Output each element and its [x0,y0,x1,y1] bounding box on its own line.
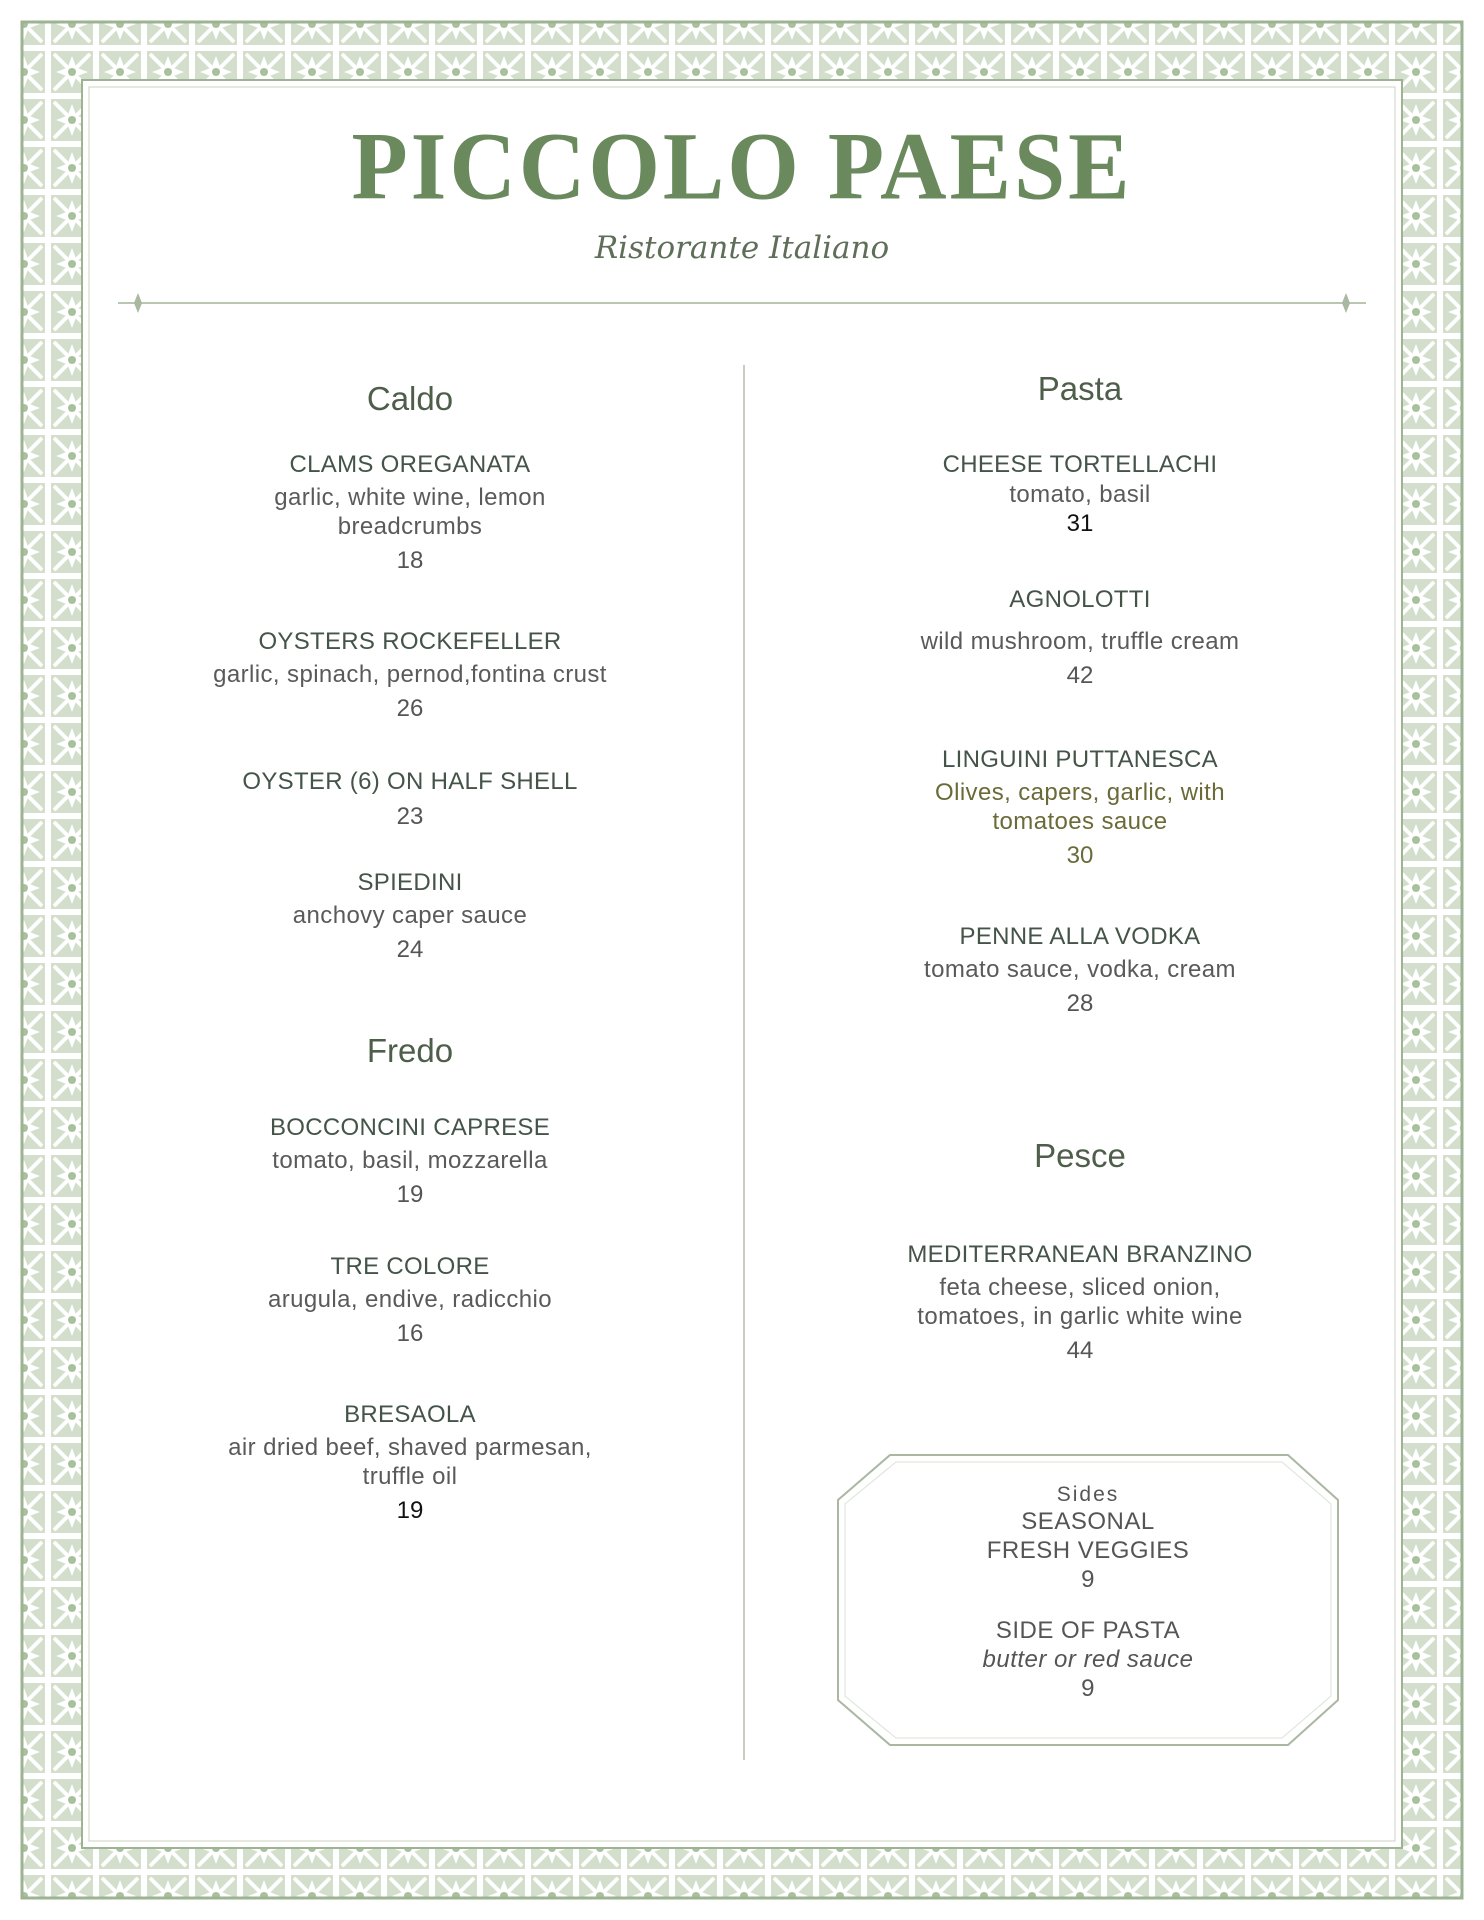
section-title-caldo: Caldo [366,380,454,417]
menu-item [820,922,1340,1019]
item-description-line: air dried beef, shaved parmesan, [228,1434,592,1461]
item-description: garlic, spinach, pernod,fontina crust [213,661,607,688]
item-description-line: Olives, capers, garlic, with [935,779,1225,806]
side-item-name: FRESH VEGGIES [986,1537,1190,1564]
sides-box [838,1455,1338,1745]
item-name: CLAMS OREGANATA [289,451,531,478]
item-name: CHEESE TORTELLACHI [942,451,1218,478]
item-description [160,483,660,541]
item-description-line: garlic, white wine, lemon [274,484,546,511]
menu-item [160,868,660,965]
item-description: wild mushroom, truffle cream [920,628,1240,655]
item-description: anchovy caper sauce [292,902,528,929]
item-description [820,778,1340,836]
menu-item [160,627,660,724]
section-title-pasta: Pasta [1037,370,1123,407]
item-description [160,1433,660,1491]
menu-item [820,450,1340,539]
item-name: SPIEDINI [357,869,463,896]
section-title-pesce: Pesce [1034,1137,1126,1174]
menu-item [160,767,660,832]
side-item-name: SEASONAL [1021,1508,1155,1535]
item-price: 28 [1066,990,1094,1017]
menu-item [160,1400,660,1526]
item-description: tomato sauce, vodka, cream [924,956,1236,983]
menu-item [160,1252,660,1349]
item-description: tomato, basil, mozzarella [272,1147,548,1174]
menu-item [160,1113,660,1210]
item-description-line: tomatoes sauce [992,808,1168,835]
item-name: PENNE ALLA VODKA [959,923,1201,950]
item-name: OYSTERS ROCKEFELLER [258,628,562,655]
restaurant-subtitle: Ristorante Italiano [594,230,890,266]
item-description-line: feta cheese, sliced onion, [939,1274,1221,1301]
left-column [160,0,660,1920]
item-price: 31 [1066,510,1094,537]
item-name: BOCCONCINI CAPRESE [269,1114,551,1141]
item-description [820,1273,1340,1331]
side-item-price: 9 [1081,1566,1095,1593]
item-price: 26 [396,695,424,722]
section-title-fredo: Fredo [366,1032,454,1069]
item-price: 24 [396,936,424,963]
item-description-line: truffle oil [362,1463,458,1490]
item-price: 23 [396,803,424,830]
side-item-name: SIDE OF PASTA [995,1617,1181,1644]
item-price: 30 [1066,842,1094,869]
restaurant-name: PICCOLO PAESE [351,112,1133,220]
menu-item [820,585,1340,691]
menu-item [820,1240,1340,1366]
item-price: 18 [396,547,424,574]
side-item-description: butter or red sauce [982,1646,1194,1673]
item-name: AGNOLOTTI [1009,586,1151,613]
item-name: BRESAOLA [344,1401,476,1428]
item-price: 16 [396,1320,424,1347]
menu-item [820,745,1340,871]
item-description: arugula, endive, radicchio [268,1286,552,1313]
sides-label: Sides [1056,1483,1120,1506]
item-description: tomato, basil [1009,481,1151,508]
side-item-price: 9 [1081,1675,1095,1702]
menu-item [160,450,660,576]
item-name: MEDITERRANEAN BRANZINO [907,1241,1253,1268]
item-description-line: breadcrumbs [337,513,483,540]
item-name: TRE COLORE [330,1253,490,1280]
item-price: 42 [1066,662,1094,689]
item-price: 19 [396,1497,424,1524]
item-price: 19 [396,1181,424,1208]
item-price: 44 [1066,1337,1094,1364]
item-name: LINGUINI PUTTANESCA [942,746,1218,773]
item-name: OYSTER (6) ON HALF SHELL [242,768,578,795]
item-description-line: tomatoes, in garlic white wine [917,1303,1243,1330]
